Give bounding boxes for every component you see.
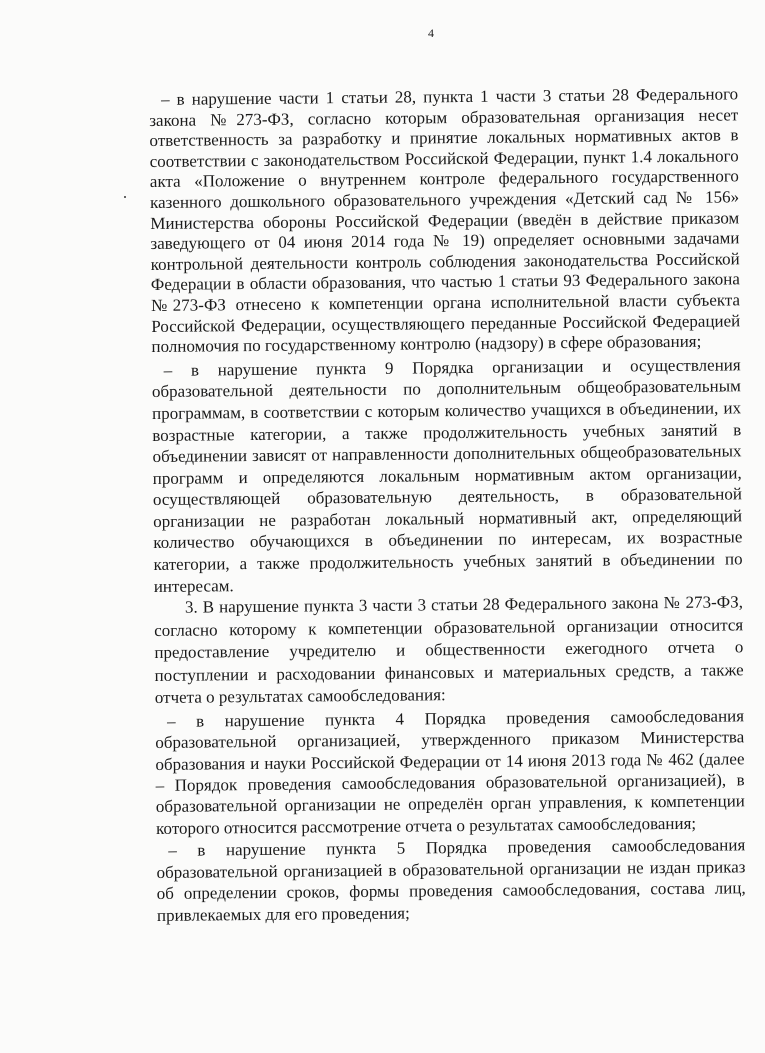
paragraph-violation-point-9: – в нарушение пункта 9 Порядка организации и осуществления образовательной деятельности по дополнительным общеобразовательным программам, в соответствии с которым количество учащихся в объединении, их возрастные категории, а также продолжительность учебных занятий в объединении зависят от направленности дополнительных общеобразовательных программ и определяются локальным нормативным актом организации, осуществляющей образовательную деятельность, в образовательной организации не разработан локальный нормативный акт, определяющий количество обучающихся в объединении по интересам, их возрастные категории, а также продолжительность учебных занятий в объединении по интересам. xyxy=(151,355,743,596)
page-number: 4 xyxy=(428,26,434,40)
paragraph-violation-point-4: – в нарушение пункта 4 Порядка проведения самообследования образовательной организацией, утвержденного приказом Министерства образования и науки Российской Федерации от 14 июня 2013 года № 462 (далее – Порядок проведения самообследования образовательной организацией), в образовательной организации не определён орган управления, к компетенции которого относится рассмотрение отчета о результатах самообследования; xyxy=(155,706,745,838)
document-body xyxy=(149,84,746,926)
paragraph-item-3: 3. В нарушение пункта 3 части 3 статьи 28 Федерального закона № 273-ФЗ, согласно которому к компетенции образовательной организации относится предоставление учредителю и общественности ежегодного отчета о поступлении и расходовании финансовых и материальных средств, а также отчета о результатах самообследования: xyxy=(154,592,744,708)
paragraph-violation-article-28: – в нарушение части 1 статьи 28, пункта 1 части 3 статьи 28 Федерального закона №273-ФЗ, согласно которым образовательная организация несет ответственность за разработку и принятие локальных нормативных актов в соответствии с законодательством Российской Федерации, пункт 1.4 локального акта «Положение о внутреннем контроле федерального государственного казенного дошкольного образовательного учреждения «Детский сад № 156» Министерства обороны Российской Федерации (введён в действие приказом заведующего от 04 июня 2014 года № 19) определяет основными задачами контрольной деятельности контроль соблюдения законодательства Российской Федерации в области образования, что частью 1 статьи 93 Федерального закона №273-ФЗ отнесено к компетенции органа исполнительной власти субъекта Российской Федерации, осуществляющего переданные Российской Федерацией полномочия по государственному контролю (надзору) в сфере образования; xyxy=(149,84,741,357)
scan-artifact-dot xyxy=(124,196,126,198)
paragraph-violation-point-5: – в нарушение пункта 5 Порядка проведения самообследования образовательной организацией в образовательной организации не издан приказ об определении сроков, формы проведения самообследования, состава лиц, привлекаемых для его проведения; xyxy=(156,835,746,925)
